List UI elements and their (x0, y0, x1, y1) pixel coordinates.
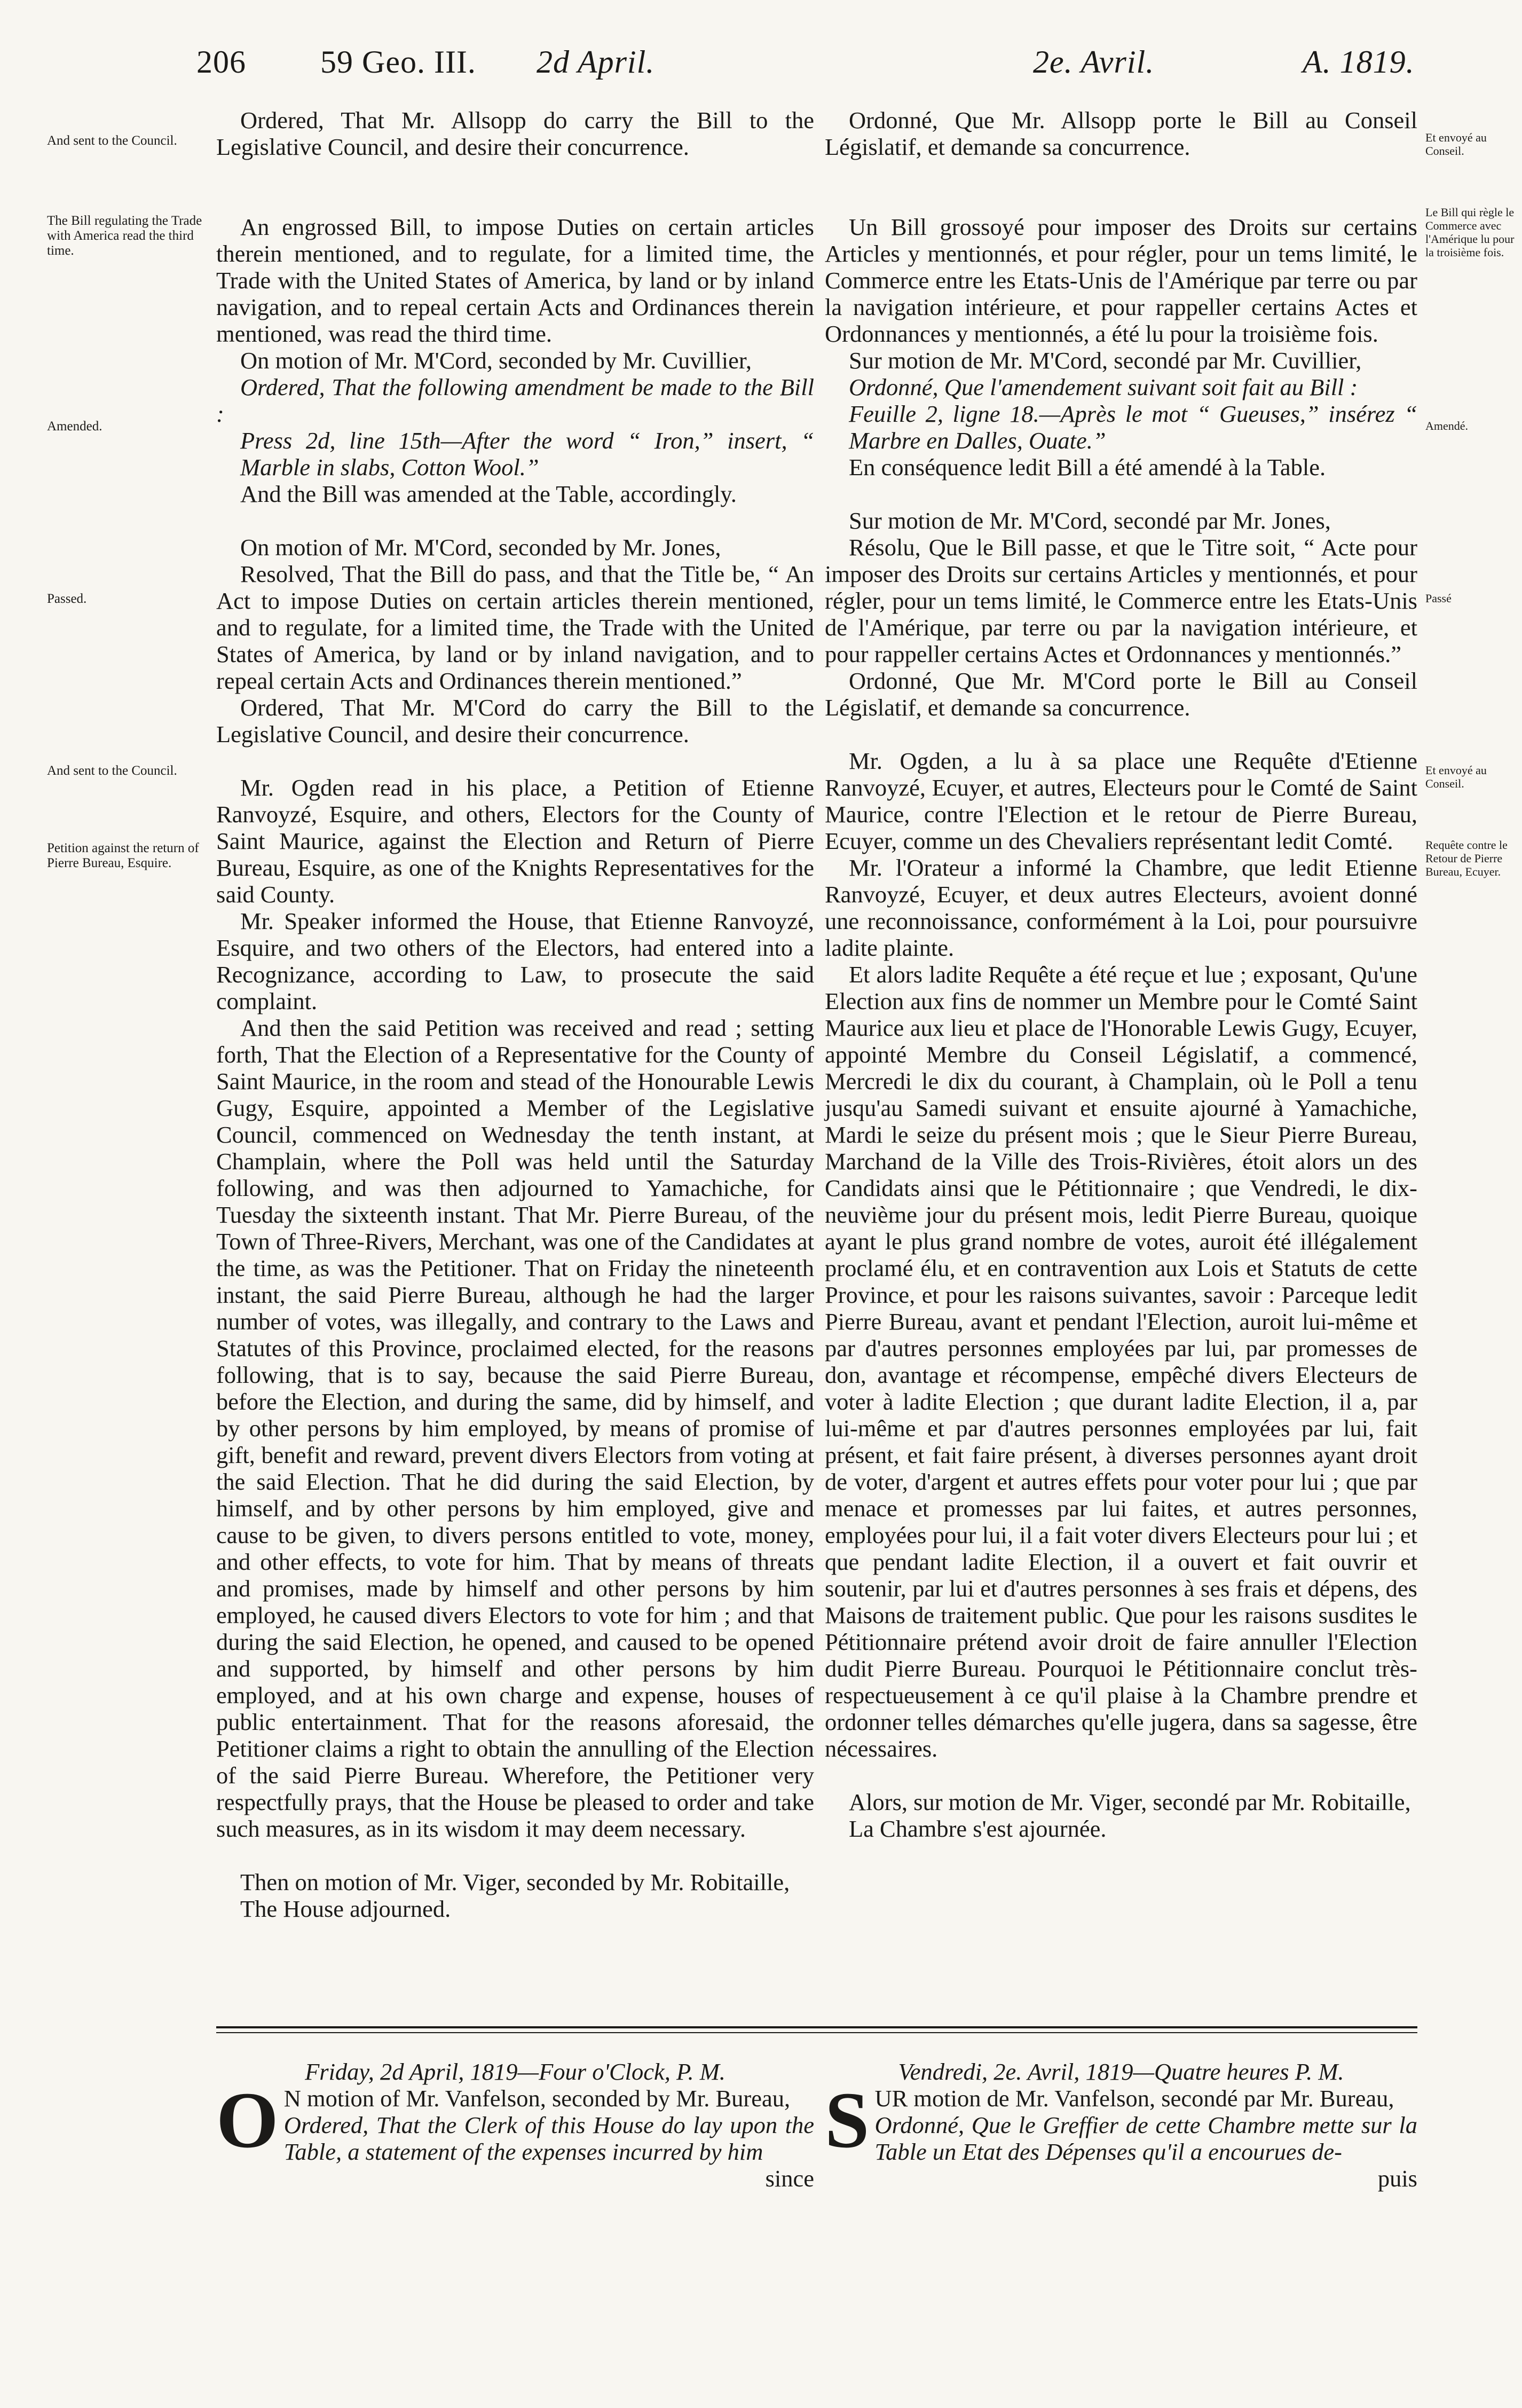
paragraph-text: N motion of Mr. Vanfelson, seconded by Mr. Bureau, (283, 2085, 791, 2112)
amendment-text: Feuille 2, ligne 18.—Après le mot “ Gueuses,” insérez “ Marbre en Dalles, Ouate.” (849, 400, 1417, 454)
drop-cap: O (216, 2076, 279, 2165)
section-heading: Vendredi, 2e. Avril, 1819—Quatre heures P. M. (898, 2058, 1344, 2085)
amendment-text: Press 2d, line 15th—After the word “ Iron,” insert, “ Marble in slabs, Cotton Wool.” (240, 427, 814, 481)
margin-note-left: Amended. (47, 419, 102, 434)
paragraph: An engrossed Bill, to impose Duties on certain articles therein mentioned, and to regulate, for a limited time, the Trade with the United States of America, by land or by inland navigation, and to repeal certain Acts and Ordinances therein mentioned, was read the third time. (216, 214, 814, 347)
paragraph: Mr. Ogden, a lu à sa place une Requête d'Etienne Ranvoyzé, Ecuyer, et autres, Electeurs pour le Comté de Saint Maurice, contre l'Election et le retour de Pierre Bureau, Ecuyer, comme un des Chevaliers représentant ledit Comté. (825, 747, 1417, 854)
paragraph: Ordonné, Que Mr. Allsopp porte le Bill au Conseil Législatif, et demande sa concurrence. (825, 107, 1417, 160)
paragraph: Resolved, That the Bill do pass, and that the Title be, “ An Act to impose Duties on certain articles therein mentioned, and to regulate, for a limited time, the Trade with the United States of America, by land or by inland navigation, and to repeal certain Acts and Ordinances therein mentioned.” (216, 561, 814, 694)
header-date-french: 2e. Avril. (1033, 44, 1155, 80)
paragraph: And then the said Petition was received and read ; setting forth, That the Election of a Representative for the County of Saint Maurice, in the room and stead of the Honourable Lewis Gugy, Esquire, appointed a Member of the Legislative Council, commenced on Wednesday the tenth instant, at Champlain, where the Poll was held until the Saturday following, and was then adjourned to Yamachiche, for Tuesday the sixteenth instant. That Mr. Pierre Bureau, of the Town of Three-Rivers, Merchant, was one of the Candidates at the time, as was the Petitioner. That on Friday the nineteenth instant, the said Pierre Bureau, although he had the larger number of votes, was illegally, and contrary to the Laws and Statutes of this Province, proclaimed elected, for the reasons following, that is to say, because the said Pierre Bureau, before the Election, and during the same, did by himself, and by other persons by him employed, by means of promise of gift, benefit and reward, prevent divers Electors from voting at the said Election. That he did during the said Election, by himself, and by other persons by him employed, give and cause to be given, to divers persons entitled to vote, money, and other effects, to vote for him. That by means of threats and promises, made by himself and other persons by him employed, he caused divers Electors to vote for him ; and that during the said Election, he opened, and caused to be opened and supported, by himself and other persons by him employed, and at his own charge and expense, houses of public entertainment. That for the reasons aforesaid, the Petitioner claims a right to obtain the annulling of the Election of the said Pierre Bureau. Wherefore, the Petitioner very respectfully prays, that the House be pleased to order and take such measures, as in its wisdom it may deem necessary. (216, 1014, 814, 1842)
catchword: since (765, 2165, 814, 2192)
regnal-year: 59 Geo. III. (320, 44, 476, 80)
paragraph: Mr. Speaker informed the House, that Etienne Ranvoyzé, Esquire, and two others of the Electors, had entered into a Recognizance, according to Law, to prosecute the said complaint. (216, 908, 814, 1014)
paragraph: Ordonné, Que l'amendement suivant soit fait au Bill : (849, 374, 1358, 400)
catchword: puis (1377, 2165, 1417, 2192)
paragraph: La Chambre s'est ajournée. (849, 1815, 1107, 1842)
margin-note-right: Requête contre le Retour de Pierre Bureau, Ecuyer. (1425, 838, 1508, 878)
margin-note-right: Et envoyé au Conseil. (1425, 131, 1487, 158)
paragraph: The House adjourned. (240, 1895, 451, 1922)
paragraph: Sur motion de Mr. M'Cord, secondé par Mr. Cuvillier, (849, 347, 1362, 374)
margin-note-left: The Bill regulating the Trade with America read the third time. (47, 214, 202, 258)
paragraph: Ordered, That the Clerk of this House do lay upon the Table, a statement of the expenses incurred by him (283, 2112, 814, 2165)
english-column (216, 107, 814, 1922)
margin-note-left: Petition against the return of Pierre Bureau, Esquire. (47, 841, 199, 870)
section-divider (216, 2026, 1417, 2028)
header-date-english: 2d April. (537, 44, 655, 80)
paragraph: Mr. l'Orateur a informé la Chambre, que ledit Etienne Ranvoyzé, Ecuyer, et deux autres Electeurs, avoient donné une reconnoissance, conformément à la Loi, pour poursuivre ladite plainte. (825, 854, 1417, 961)
margin-note-right: Passé (1425, 592, 1452, 605)
french-column (825, 107, 1417, 1842)
margin-note-right: Le Bill qui règle le Commerce avec l'Amérique lu pour la troisième fois. (1425, 206, 1515, 259)
section-english (216, 2058, 814, 2192)
section-divider (216, 2032, 1417, 2033)
section-heading: Friday, 2d April, 1819—Four o'Clock, P. M. (305, 2058, 725, 2085)
paragraph: En conséquence ledit Bill a été amendé à la Table. (849, 454, 1326, 481)
paragraph: On motion of Mr. M'Cord, seconded by Mr. Jones, (240, 534, 721, 561)
section-french (825, 2058, 1417, 2192)
paragraph: Ordonné, Que Mr. M'Cord porte le Bill au Conseil Législatif, et demande sa concurrence. (825, 667, 1417, 721)
paragraph: Mr. Ogden read in his place, a Petition of Etienne Ranvoyzé, Esquire, and others, Electors for the County of Saint Maurice, against the Election and Return of Pierre Bureau, Esquire, as one of the Knights Representatives for the said County. (216, 774, 814, 908)
margin-note-right: Amendé. (1425, 419, 1469, 432)
paragraph: Un Bill grossoyé pour imposer des Droits sur certains Articles y mentionnés, et pour régler, pour un tems limité, le Commerce entre les Etats-Unis de l'Amérique par terre ou par la navigation intérieure, et pour rappeller certains Actes et Ordonnances y mentionnés, a été lu pour la troisième fois. (825, 214, 1417, 347)
paragraph: Résolu, Que le Bill passe, et que le Titre soit, “ Acte pour imposer des Droits sur certains Articles y mentionnés, et pour régler, pour un tems limité, le Commerce entre les Etats-Unis de l'Amérique, par terre ou par la navigation intérieure, et pour rappeller certains Actes et Ordonnances y mentionnés.” (825, 534, 1417, 667)
margin-note-right: Et envoyé au Conseil. (1425, 764, 1487, 790)
paragraph: Ordered, That Mr. M'Cord do carry the Bill to the Legislative Council, and desire their concurrence. (216, 694, 814, 747)
paragraph-text: UR motion de Mr. Vanfelson, secondé par Mr. Bureau, (874, 2085, 1394, 2112)
paragraph: Alors, sur motion de Mr. Viger, secondé par Mr. Robitaille, (849, 1789, 1411, 1815)
paragraph: Et alors ladite Requête a été reçue et lue ; exposant, Qu'une Election aux fins de nommer un Membre pour le Comté Saint Maurice aux lieu et place de l'Honorable Lewis Gugy, Ecuyer, appointé Membre du Conseil Législatif, a commencé, Mercredi le dix du courant, à Champlain, où le Poll a tenu jusqu'au Samedi suivant et ensuite ajourné à Yamachiche, Mardi le seize du présent mois ; que le Sieur Pierre Bureau, Marchand de la Ville des Trois-Rivières, étoit alors un des Candidats ainsi que le Pétitionnaire ; que Vendredi, le dix-neuvième jour du présent mois, ledit Pierre Bureau, quoique ayant le plus grand nombre de votes, auroit été illégalement proclamé élu, et en contravention aux Lois et Statuts de cette Province, et pour les raisons suivantes, savoir : Parceque ledit Pierre Bureau, avant et pendant l'Election, auroit lui-même et par d'autres personnes employées par lui, par promesses de don, avantage et récompense, empêché divers Electeurs de voter à ladite Election ; que durant ladite Election, il a, par lui-même et par d'autres personnes employées par lui, fait présent, et fait faire présent, à diverses personnes ayant droit de voter, d'argent et autres effets pour voter pour lui ; que par menace et promesses par lui faites, et autres personnes, employées pour lui, il a fait voter divers Electeurs pour lui ; et que pendant ladite Election, il a ouvert et fait ouvrir et soutenir, par lui et d'autres personnes à ses frais et dépens, des Maisons de traitement public. Que pour les raisons susdites le Pétitionnaire prétend avoir droit de faire annuller l'Election dudit Pierre Bureau. Pourquoi le Pétitionnaire conclut très-respectueusement à ce qu'il plaise à la Chambre prendre et ordonner telles démarches qu'elle jugera, dans sa sagesse, être nécessaires. (825, 961, 1417, 1762)
paragraph: Ordonné, Que le Greffier de cette Chambre mette sur la Table un Etat des Dépenses qu'il a encourues de- (874, 2112, 1417, 2165)
paragraph: Ordered, That the following amendment be made to the Bill : (216, 374, 814, 427)
paragraph: Then on motion of Mr. Viger, seconded by Mr. Robitaille, (240, 1869, 790, 1895)
header-year: A. 1819. (1303, 44, 1415, 80)
margin-note-left: And sent to the Council. (47, 764, 177, 778)
paragraph: Sur motion de Mr. M'Cord, secondé par Mr. Jones, (849, 507, 1331, 534)
page-number: 206 (196, 44, 246, 80)
margin-note-left: Passed. (47, 592, 87, 606)
paragraph: And the Bill was amended at the Table, accordingly. (240, 481, 737, 507)
drop-cap: S (825, 2076, 870, 2165)
paragraph: On motion of Mr. M'Cord, seconded by Mr. Cuvillier, (240, 347, 752, 374)
margin-note-left: And sent to the Council. (47, 133, 177, 148)
paragraph: Ordered, That Mr. Allsopp do carry the Bill to the Legislative Council, and desire their concurrence. (216, 107, 814, 160)
